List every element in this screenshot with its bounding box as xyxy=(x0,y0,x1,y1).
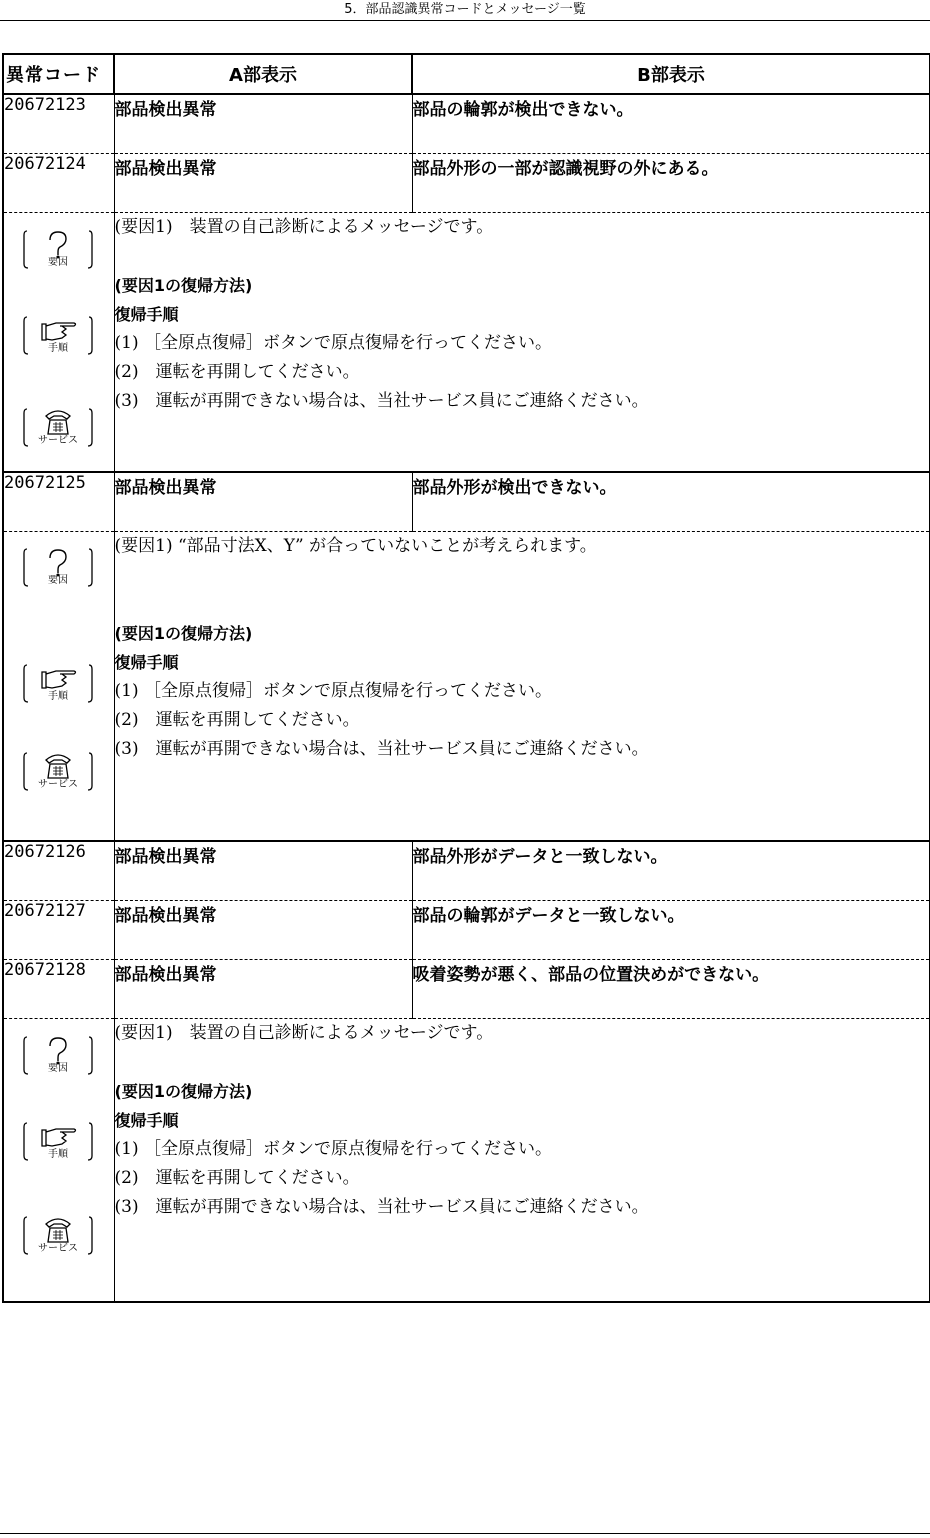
procedure-heading: 復帰手順 xyxy=(114,652,179,672)
cause-label: 要因 xyxy=(48,256,68,268)
cause-icon-box xyxy=(22,1032,94,1078)
a-display: 部品検出異常 xyxy=(114,94,412,153)
table-row xyxy=(3,900,930,959)
error-code-table xyxy=(2,53,930,1303)
procedure-heading: 復帰手順 xyxy=(114,304,179,324)
step-item: (1) ［全原点復帰］ボタンで原点復帰を行ってください。 xyxy=(114,332,552,353)
icon-column xyxy=(3,531,114,841)
cause-label: 要因 xyxy=(48,574,68,586)
b-display: 部品外形の一部が認識視野の外にある。 xyxy=(412,153,930,212)
step-item: (3) 運転が再開できない場合は、当社サービス員にご連絡ください。 xyxy=(114,390,649,411)
error-code: 20672123 xyxy=(3,94,114,153)
header-error-code: 異常コード xyxy=(3,54,114,94)
service-icon-box xyxy=(22,748,94,794)
procedure-label: 手順 xyxy=(48,1148,68,1160)
cause-text: (要因1) 装置の自己診断によるメッセージです。 xyxy=(114,1022,494,1043)
table-header-row xyxy=(3,54,930,94)
b-display: 部品外形が検出できない。 xyxy=(412,472,930,531)
procedure-icon-box xyxy=(22,312,94,358)
procedure-heading: 復帰手順 xyxy=(114,1110,179,1130)
cause-text: (要因1) “部品寸法X、Y” が合っていないことが考えられます。 xyxy=(114,535,597,556)
service-icon-box xyxy=(22,404,94,450)
table-row xyxy=(3,841,930,900)
service-label: サービス xyxy=(38,434,78,446)
b-display: 部品の輪郭がデータと一致しない。 xyxy=(412,900,930,959)
service-icon-box xyxy=(22,1212,94,1258)
icon-column xyxy=(3,212,114,472)
table-row xyxy=(3,472,930,531)
service-label: サービス xyxy=(38,778,78,790)
detail-row xyxy=(3,531,930,841)
step-item: (3) 運転が再開できない場合は、当社サービス員にご連絡ください。 xyxy=(114,1196,649,1217)
recovery-heading: (要因1の復帰方法) xyxy=(114,275,253,295)
procedure-label: 手順 xyxy=(48,342,68,354)
table-row xyxy=(3,959,930,1018)
cause-icon-box xyxy=(22,544,94,590)
b-display: 吸着姿勢が悪く、部品の位置決めができない。 xyxy=(412,959,930,1018)
recovery-detail xyxy=(114,212,930,472)
footer-rule xyxy=(0,1533,930,1534)
recovery-heading: (要因1の復帰方法) xyxy=(114,623,253,643)
recovery-detail xyxy=(114,1018,930,1302)
icon-column xyxy=(3,1018,114,1302)
detail-row xyxy=(3,212,930,472)
page-title: 5．部品認識異常コードとメッセージ一覧 xyxy=(344,2,586,17)
header-rule xyxy=(0,20,930,21)
step-item: (1) ［全原点復帰］ボタンで原点復帰を行ってください。 xyxy=(114,680,552,701)
recovery-detail xyxy=(114,531,930,841)
cause-icon-box xyxy=(22,226,94,272)
error-code: 20672124 xyxy=(3,153,114,212)
step-item: (2) 運転を再開してください。 xyxy=(114,709,360,730)
table-row xyxy=(3,94,930,153)
step-item: (2) 運転を再開してください。 xyxy=(114,361,360,382)
error-code: 20672128 xyxy=(3,959,114,1018)
a-display: 部品検出異常 xyxy=(114,153,412,212)
step-item: (1) ［全原点復帰］ボタンで原点復帰を行ってください。 xyxy=(114,1138,552,1159)
service-label: サービス xyxy=(38,1242,78,1254)
error-code: 20672126 xyxy=(3,841,114,900)
step-item: (2) 運転を再開してください。 xyxy=(114,1167,360,1188)
header-b-display: B部表示 xyxy=(412,54,930,94)
step-item: (3) 運転が再開できない場合は、当社サービス員にご連絡ください。 xyxy=(114,738,649,759)
procedure-label: 手順 xyxy=(48,690,68,702)
procedure-icon-box xyxy=(22,1118,94,1164)
error-code: 20672125 xyxy=(3,472,114,531)
b-display: 部品外形がデータと一致しない。 xyxy=(412,841,930,900)
cause-label: 要因 xyxy=(48,1062,68,1074)
a-display: 部品検出異常 xyxy=(114,841,412,900)
procedure-icon-box xyxy=(22,660,94,706)
b-display: 部品の輪郭が検出できない。 xyxy=(412,94,930,153)
error-code: 20672127 xyxy=(3,900,114,959)
detail-row xyxy=(3,1018,930,1302)
table-row xyxy=(3,153,930,212)
a-display: 部品検出異常 xyxy=(114,472,412,531)
header-a-display: A部表示 xyxy=(114,54,412,94)
recovery-heading: (要因1の復帰方法) xyxy=(114,1081,253,1101)
cause-text: (要因1) 装置の自己診断によるメッセージです。 xyxy=(114,216,494,237)
a-display: 部品検出異常 xyxy=(114,900,412,959)
a-display: 部品検出異常 xyxy=(114,959,412,1018)
